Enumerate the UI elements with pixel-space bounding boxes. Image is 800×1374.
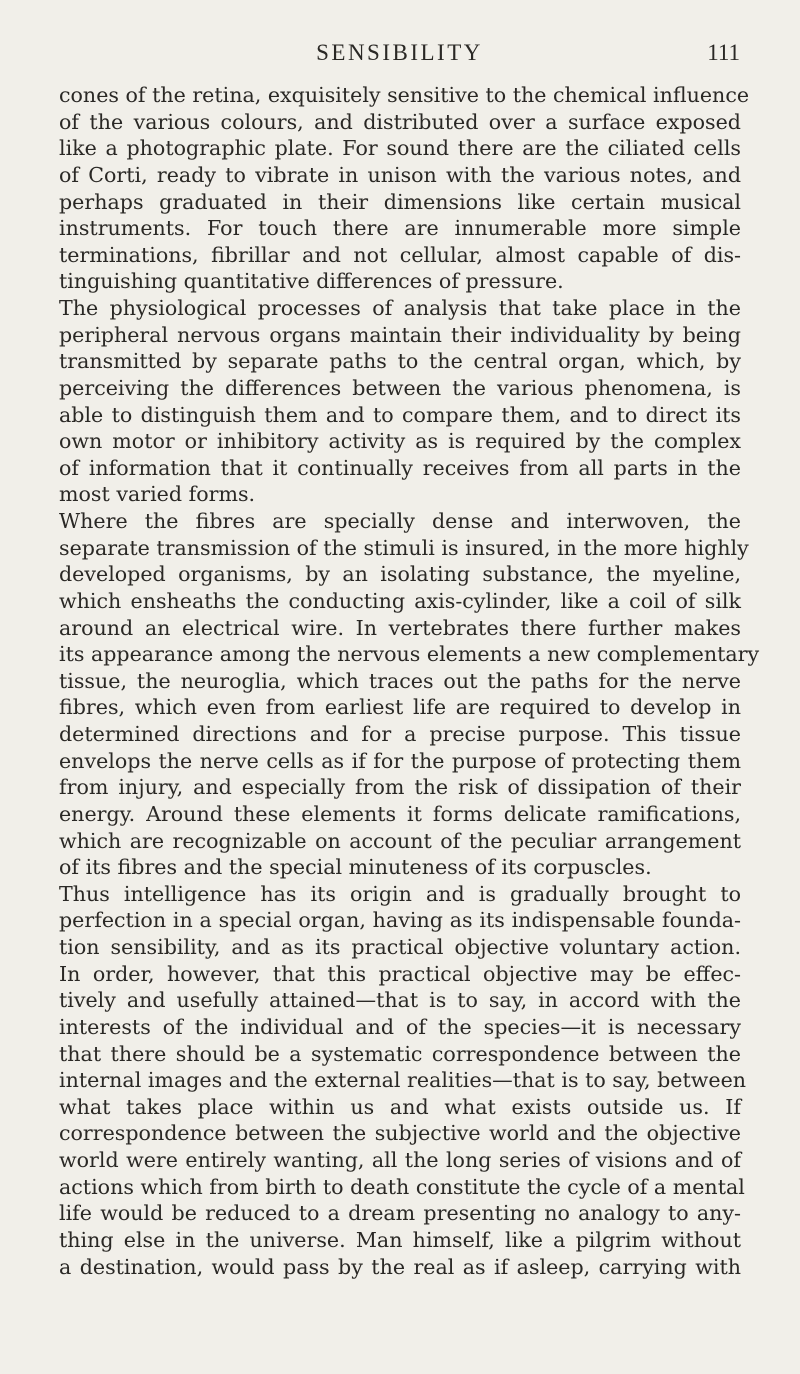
text-line: of information that it continually receives from all parts in the [59,455,741,480]
text-line: around an electrical wire. In vertebrates there further makes [59,615,741,640]
text-line: of the various colours, and distributed over a surface exposed [59,109,741,134]
text-line: energy. Around these elements it forms delicate ramifications, [59,801,741,826]
text-line: tissue, the neuroglia, which traces out the paths for the nerve [59,668,741,693]
text-line: what takes place within us and what exists outside us. If [59,1094,741,1119]
text-line: tion sensibility, and as its practical objective voluntary action. [59,935,741,959]
text-line: which are recognizable on account of the peculiar arrangement [59,828,741,853]
text-line: cones of the retina, exquisitely sensitive to the chemical influence [59,83,750,107]
text-line: peripheral nervous organs maintain their individuality by being [59,322,741,347]
text-line: transmitted by separate paths to the central organ, which, by [59,349,741,374]
text-line: of Corti, ready to vibrate in unison with the various notes, and [59,162,741,187]
text-line: thing else in the universe. Man himself, like a pilgrim without [59,1227,741,1252]
text-line: fibres, which even from earliest life are required to develop in [59,695,741,720]
text-line: tinguishing quantitative differences of pressure. [59,269,564,294]
text-line: determined directions and for a precise purpose. This tissue [59,722,741,746]
text-line: most varied forms. [59,482,256,507]
text-line: separate transmission of the stimuli is insured, in the more highly [59,535,749,560]
text-line: internal images and the external realities—that is to say, between [59,1068,747,1093]
text-line: Where the fibres are specially dense and interwoven, the [59,509,741,533]
text-line: In order, however, that this practical objective may be effec- [59,961,741,986]
text-line: envelops the nerve cells as if for the purpose of protecting them [59,748,741,773]
text-line: instruments. For touch there are innumerable more simple [59,216,741,241]
text-line: which ensheaths the conducting axis-cylinder, like a coil of silk [59,588,741,613]
text-line: Thus intelligence has its origin and is gradually brought to [59,881,741,906]
body-text [59,82,760,1280]
page-number: 111 [707,40,740,65]
text-line: tively and usefully attained—that is to say, in accord with the [59,988,741,1013]
text-line: correspondence between the subjective world and the objective [59,1121,741,1146]
text-line: its appearance among the nervous elements a new complementary [59,642,760,667]
text-line: from injury, and especially from the risk of dissipation of their [59,775,741,800]
text-line: a destination, would pass by the real as if asleep, carrying with [59,1254,741,1279]
running-head [59,40,740,70]
text-line: perhaps graduated in their dimensions like certain musical [59,189,741,214]
running-title: SENSIBILITY [316,40,483,65]
text-line: life would be reduced to a dream presenting no analogy to any- [59,1201,741,1226]
text-line: like a photographic plate. For sound there are the ciliated cells [59,136,741,161]
text-line: own motor or inhibitory activity as is required by the complex [59,429,741,454]
text-line: able to distinguish them and to compare them, and to direct its [59,402,741,427]
text-line: that there should be a systematic correspondence between the [59,1041,741,1066]
text-line: developed organisms, by an isolating substance, the myeline, [59,562,741,587]
text-line: of its fibres and the special minuteness of its corpuscles. [59,855,652,880]
text-line: world were entirely wanting, all the long series of visions and of [59,1148,741,1172]
text-line: perfection in a special organ, having as its indispensable founda- [59,908,741,933]
text-line: interests of the individual and of the species—it is necessary [59,1014,741,1039]
text-line: actions which from birth to death constitute the cycle of a mental [59,1174,745,1199]
text-line: The physiological processes of analysis that take place in the [59,296,741,320]
text-line: perceiving the differences between the various phenomena, is [59,375,741,400]
text-line: terminations, fibrillar and not cellular, almost capable of dis- [59,242,741,267]
